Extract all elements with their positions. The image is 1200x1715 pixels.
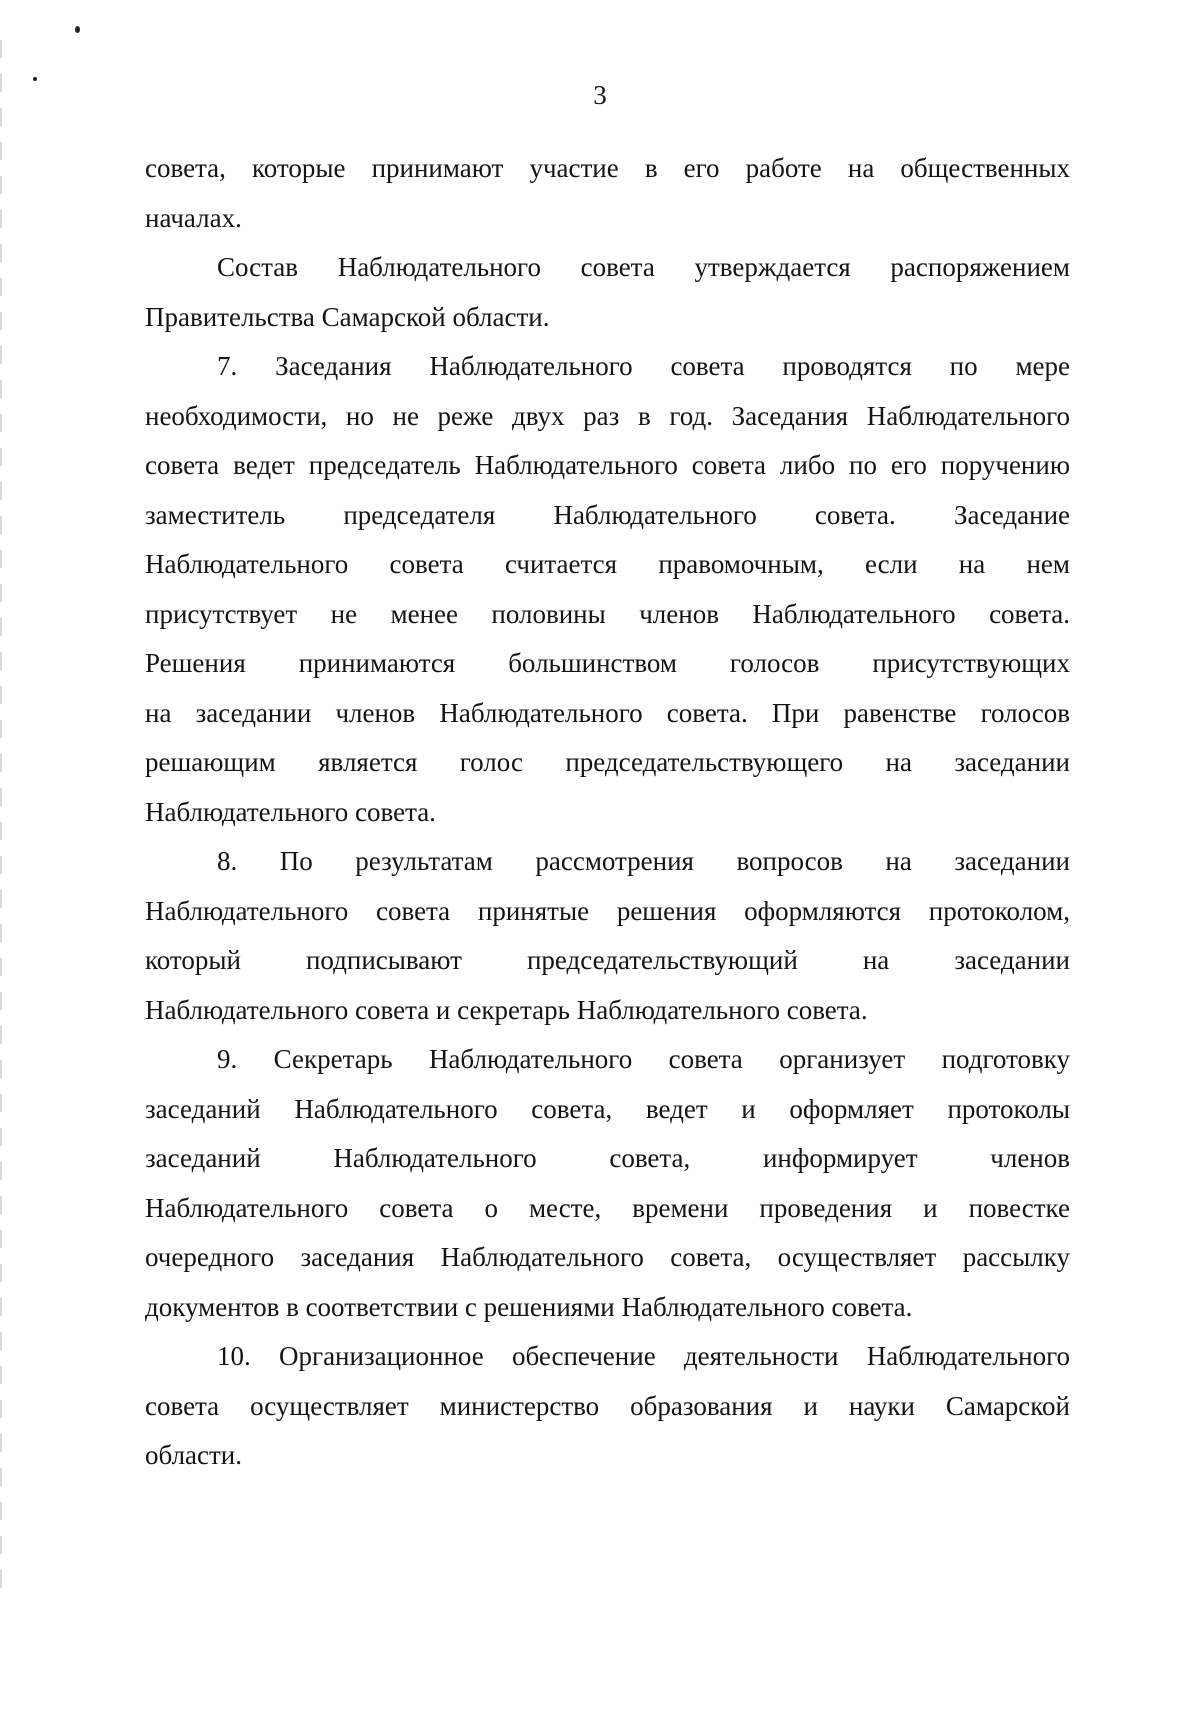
paragraph-item-10 <box>145 1332 1070 1481</box>
document-body <box>145 144 1070 1481</box>
text-line: совета ведет председатель Наблюдательного совета либо по его поручению <box>145 450 1070 480</box>
paragraph-item-7 <box>145 342 1070 837</box>
text-line: Наблюдательного совета о месте, времени проведения и повестке <box>145 1192 1070 1223</box>
text-line: заседаний Наблюдательного совета, ведет и оформляет протоколы <box>145 1093 1070 1124</box>
text-line: на заседании членов Наблюдательного совета. При равенстве голосов <box>145 697 1070 728</box>
paragraph-council-members <box>145 144 1070 243</box>
text-line: документов в соответствии с решениями Наблюдательного совета. <box>145 1291 913 1322</box>
text-line: области. <box>145 1440 243 1470</box>
text-line: Правительства Самарской области. <box>145 301 550 332</box>
text-line: совета, которые принимают участие в его работе на общественных <box>145 153 1070 183</box>
paragraph-item-9 <box>145 1035 1070 1332</box>
text-line: Наблюдательного совета и секретарь Наблюдательного совета. <box>145 994 868 1025</box>
text-line: очередного заседания Наблюдательного совета, осуществляет рассылку <box>145 1242 1070 1272</box>
text-line: Наблюдательного совета. <box>145 796 436 827</box>
page-number: 3 <box>593 80 607 110</box>
text-line: началах. <box>145 202 242 233</box>
text-line: который подписывают председательствующий на заседании <box>145 945 1070 975</box>
text-line: заседаний Наблюдательного совета, информирует членов <box>145 1143 1070 1173</box>
text-line: решающим является голос председательствующего на заседании <box>145 747 1070 777</box>
text-line: совета осуществляет министерство образования и науки Самарской <box>145 1390 1070 1421</box>
text-line: присутствует не менее половины членов Наблюдательного совета. <box>145 598 1070 629</box>
scan-speck <box>33 77 37 81</box>
paragraph-composition <box>145 243 1070 342</box>
text-line: Состав Наблюдательного совета утверждается распоряжением <box>217 252 1070 282</box>
text-line: 9. Секретарь Наблюдательного совета организует подготовку <box>217 1044 1070 1074</box>
text-line: Наблюдательного совета принятые решения оформляются протоколом, <box>145 895 1070 926</box>
text-line: необходимости, но не реже двух раз в год. Заседания Наблюдательного <box>145 400 1070 431</box>
text-line: Решения принимаются большинством голосов присутствующих <box>145 648 1070 678</box>
text-line: 8. По результатам рассмотрения вопросов на заседании <box>217 846 1070 876</box>
scan-edge-artifact <box>0 40 2 1600</box>
scan-speck <box>75 26 80 33</box>
paragraph-item-8 <box>145 837 1070 1035</box>
text-line: 7. Заседания Наблюдательного совета проводятся по мере <box>217 351 1070 381</box>
text-line: заместитель председателя Наблюдательного совета. Заседание <box>145 499 1070 530</box>
text-line: Наблюдательного совета считается правомочным, если на нем <box>145 549 1070 579</box>
text-line: 10. Организационное обеспечение деятельности Наблюдательного <box>217 1341 1070 1371</box>
